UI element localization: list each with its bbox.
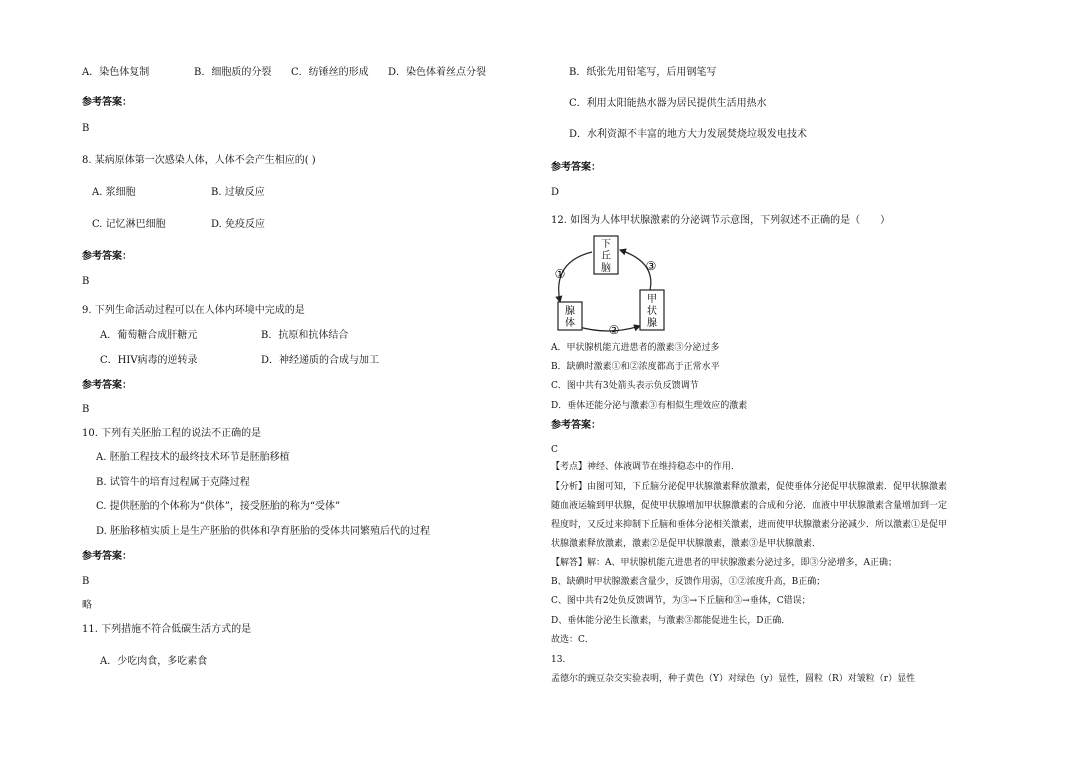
thyroid-char-3: 腺	[647, 318, 657, 329]
answer-label: 参考答案：	[82, 551, 132, 562]
q9-option-b: B．抗原和抗体结合	[261, 330, 349, 341]
hypothalamus-char-3: 脑	[601, 263, 611, 274]
q10-note: 略	[82, 600, 92, 611]
answer-label: 参考答案：	[551, 420, 601, 431]
hormone-2-label: ②	[608, 323, 620, 337]
explanation-line-8: C、图中共有2处负反馈调节，为③→下丘脑和③→垂体，C错误；	[551, 596, 811, 606]
hypothalamus-char-1: 下	[601, 239, 611, 250]
pituitary-char-1: 腺	[565, 306, 575, 317]
pituitary-char-2: 体	[565, 318, 575, 329]
q11-answer: D	[551, 187, 560, 198]
explanation-line-10: 故选：C．	[551, 635, 594, 645]
q11-option-c: C．利用太阳能热水器为居民提供生活用热水	[569, 98, 767, 109]
q10-option-b: B. 试管牛的培育过程属于克隆过程	[96, 477, 250, 488]
q12-option-a: A．甲状腺机能亢进患者的激素③分泌过多	[551, 343, 720, 353]
q12-stem: 12. 如图为人体甲状腺激素的分泌调节示意图，下列叙述不正确的是（ ）	[551, 215, 891, 226]
q9-option-d: D．神经递质的合成与加工	[261, 355, 380, 366]
q7-answer: B	[82, 123, 90, 134]
q9-stem: 9. 下列生命活动过程可以在人体内环境中完成的是	[82, 305, 305, 316]
explanation-line-7: B、缺碘时甲状腺激素含量少，反馈作用弱，①②浓度升高，B正确；	[551, 577, 826, 587]
explanation-line-2: 【分析】由图可知，下丘脑分泌促甲状腺激素释放激素，促使垂体分泌促甲状腺激素．促甲状腺激素	[551, 482, 948, 492]
answer-label: 参考答案：	[551, 162, 601, 173]
q11-option-a: A．少吃肉食，多吃素食	[100, 656, 208, 667]
q10-option-c: C. 提供胚胎的个体称为“供体”，接受胚胎的称为“受体”	[96, 501, 341, 512]
explanation-line-6: 【解答】解：A、甲状腺机能亢进患者的甲状腺激素分泌过多，即③分泌增多，A正确；	[551, 558, 898, 568]
q9-answer: B	[82, 404, 90, 415]
q11-stem: 11. 下列措施不符合低碳生活方式的是	[82, 624, 252, 635]
hypothalamus-char-2: 丘	[601, 251, 611, 262]
q8-option-d: D. 免疫反应	[211, 219, 266, 230]
q7-option-a: A．染色体复制	[82, 67, 150, 78]
q11-option-d: D．水利资源不丰富的地方大力发展焚烧垃圾发电技术	[569, 129, 808, 140]
q7-option-c: C．纺锤丝的形成	[291, 67, 369, 78]
q8-option-b: B. 过敏反应	[211, 187, 265, 198]
q10-stem: 10. 下列有关胚胎工程的说法不正确的是	[82, 428, 262, 439]
q7-option-d: D．染色体着丝点分裂	[388, 67, 487, 78]
q12-option-b: B．缺碘时激素①和②浓度都高于正常水平	[551, 362, 720, 372]
q12-answer: C	[551, 445, 558, 455]
q10-answer: B	[82, 576, 90, 587]
explanation-line-4: 程度时，又反过来抑制下丘脑和垂体分泌相关激素，进而使甲状腺激素分泌减少．所以激素①是促甲	[551, 520, 948, 530]
explanation-line-9: D、垂体能分泌生长激素，与激素③都能促进生长，D正确．	[551, 616, 791, 626]
q13-number: 13.	[551, 655, 566, 665]
hormone-1-label: ①	[554, 267, 566, 281]
q11-option-b: B．纸张先用铅笔写，后用钢笔写	[569, 67, 717, 78]
q8-answer: B	[82, 276, 90, 287]
explanation-line-5: 状腺激素释放激素，激素②是促甲状腺激素，激素③是甲状腺激素．	[551, 539, 822, 549]
thyroid-regulation-diagram	[546, 232, 670, 338]
thyroid-char-2: 状	[647, 306, 657, 317]
answer-label: 参考答案：	[82, 97, 132, 108]
q10-option-d: D. 胚胎移植实质上是生产胚胎的供体和孕育胚胎的受体共同繁殖后代的过程	[96, 526, 431, 537]
q13-stem: 孟德尔的豌豆杂交实验表明，种子黄色（Y）对绿色（y）显性，圆粒（R）对皱粒（r）显性	[551, 674, 916, 684]
q8-option-a: A. 浆细胞	[92, 187, 136, 198]
hormone-3-label: ③	[645, 259, 657, 273]
explanation-line-1: 【考点】神经、体液调节在维持稳态中的作用．	[551, 462, 741, 472]
thyroid-char-1: 甲	[647, 294, 657, 305]
answer-label: 参考答案：	[82, 380, 132, 391]
answer-label: 参考答案：	[82, 251, 132, 262]
q8-stem: 8. 某病原体第一次感染人体，人体不会产生相应的( )	[82, 155, 316, 166]
q12-option-d: D．垂体还能分泌与激素③有相似生理效应的激素	[551, 401, 748, 411]
q9-option-c: C．HIV病毒的逆转录	[100, 355, 198, 366]
q8-option-c: C. 记忆淋巴细胞	[92, 219, 166, 230]
q7-option-b: B．细胞质的分裂	[194, 67, 272, 78]
q9-option-a: A．葡萄糖合成肝糖元	[100, 330, 198, 341]
q12-option-c: C．图中共有3处箭头表示负反馈调节	[551, 381, 699, 391]
explanation-line-3: 随血液运输到甲状腺，促使甲状腺增加甲状腺激素的合成和分泌．血液中甲状腺激素含量增加到一定	[551, 501, 948, 511]
q10-option-a: A. 胚胎工程技术的最终技术环节是胚胎移植	[96, 452, 290, 463]
